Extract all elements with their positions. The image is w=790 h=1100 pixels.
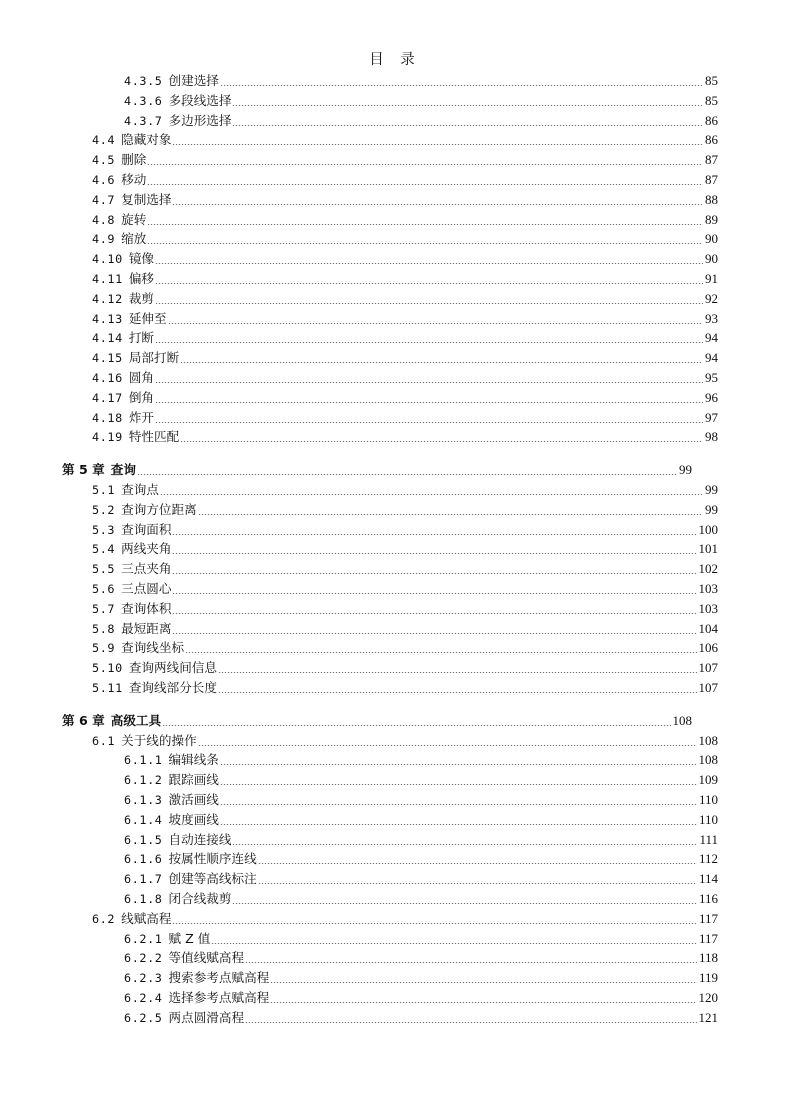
toc-entry-title: 关于线的操作	[121, 733, 197, 748]
toc-page-number: 99	[705, 482, 718, 497]
toc-entry-title: 创建等高线标注	[168, 871, 257, 886]
toc-page-number: 100	[698, 522, 718, 537]
toc-entry-number: 6.1.5	[124, 833, 163, 847]
toc-page-number: 121	[698, 1010, 718, 1025]
toc-page-number: 107	[698, 660, 718, 675]
toc-subsection-entry	[124, 109, 718, 129]
toc-dot-leader	[220, 764, 697, 765]
toc-dot-leader	[218, 692, 697, 693]
toc-entry-title: 两点圆滑高程	[168, 1010, 245, 1025]
toc-page-number: 85	[705, 73, 718, 88]
toc-page-number: 88	[705, 192, 718, 207]
toc-page-number: 102	[698, 561, 718, 576]
toc-entry-number: 4.5	[92, 153, 116, 167]
toc-entry-title: 查询线坐标	[121, 640, 185, 655]
toc-dot-leader	[245, 1022, 696, 1023]
toc-section-entry	[92, 267, 718, 287]
toc-section-entry	[92, 227, 718, 247]
toc-entry-number: 6.2.3	[124, 971, 163, 985]
toc-entry-title: 线赋高程	[121, 911, 172, 926]
toc-entry-title: 打断	[128, 330, 154, 345]
toc-entry-title: 多边形选择	[168, 113, 232, 128]
toc-entry-number: 4.14	[92, 331, 123, 345]
toc-dot-leader	[172, 593, 696, 594]
toc-entry-number: 6.1.1	[124, 753, 163, 767]
toc-entry-title: 查询线部分长度	[128, 680, 217, 695]
toc-entry-title: 查询体积	[121, 601, 172, 616]
toc-entry-number: 4.4	[92, 133, 116, 147]
toc-entry-title: 移动	[121, 172, 147, 187]
toc-section-entry	[92, 307, 718, 327]
toc-dot-leader	[172, 573, 696, 574]
toc-dot-leader	[198, 514, 703, 515]
toc-dot-leader	[180, 362, 703, 363]
toc-entry-number: 6.1.6	[124, 852, 163, 866]
toc-page-number: 92	[705, 291, 718, 306]
toc-entry-title: 三点圆心	[121, 581, 172, 596]
toc-entry-title: 查询两线间信息	[128, 660, 217, 675]
toc-section-entry	[92, 617, 718, 637]
toc-page-number: 120	[698, 990, 718, 1005]
toc-entry-title: 自动连接线	[168, 832, 232, 847]
toc-subsection-entry	[124, 748, 718, 768]
toc-section-entry	[92, 537, 718, 557]
toc-entry-title: 旋转	[121, 212, 147, 227]
toc-entry-title: 多段线选择	[168, 93, 232, 108]
toc-subsection-entry	[124, 867, 718, 887]
toc-dot-leader	[172, 633, 696, 634]
toc-dot-leader	[172, 204, 703, 205]
toc-page-number: 91	[705, 271, 718, 286]
toc-entry-title: 局部打断	[128, 350, 180, 365]
toc-dot-leader	[218, 672, 697, 673]
toc-entry-number: 5.6	[92, 582, 116, 596]
toc-dot-leader	[147, 184, 703, 185]
toc-dot-leader	[155, 283, 703, 284]
toc-page-number: 98	[705, 429, 718, 444]
toc-section-entry	[92, 676, 718, 696]
toc-subsection-entry	[124, 828, 718, 848]
toc-entry-title: 倒角	[128, 390, 154, 405]
toc-entry-title: 隐藏对象	[121, 132, 172, 147]
toc-entry-number: 4.18	[92, 411, 123, 425]
toc-entry-title: 查询方位距离	[121, 502, 197, 517]
toc-page-number: 86	[705, 113, 718, 128]
toc-entry-number: 第 6 章	[62, 713, 105, 728]
toc-section-entry	[92, 326, 718, 346]
toc-section-entry	[92, 168, 718, 188]
toc-subsection-entry	[124, 69, 718, 89]
toc-dot-leader	[198, 745, 697, 746]
toc-entry-number: 6.2.1	[124, 932, 163, 946]
toc-entry-number: 4.3.5	[124, 74, 163, 88]
toc-dot-leader	[155, 342, 703, 343]
toc-entry-title: 高级工具	[110, 713, 162, 728]
toc-page-number: 118	[698, 950, 718, 965]
toc-entry-number: 5.11	[92, 681, 123, 695]
toc-dot-leader	[172, 534, 696, 535]
toc-section-entry	[92, 478, 718, 498]
toc-entry-number: 6.1.3	[124, 793, 163, 807]
toc-subsection-entry	[124, 986, 718, 1006]
toc-entry-title: 查询面积	[121, 522, 172, 537]
toc-page-number: 108	[698, 733, 718, 748]
toc-subsection-entry	[124, 927, 718, 947]
toc-entry-title: 坡度画线	[168, 812, 219, 827]
toc-entry-title: 选择参考点赋高程	[168, 990, 270, 1005]
toc-entry-number: 6.1.7	[124, 872, 163, 886]
toc-page-number: 94	[705, 330, 718, 345]
toc-entry-number: 4.3.6	[124, 94, 163, 108]
toc-dot-leader	[147, 224, 703, 225]
toc-entry-number: 6.2.2	[124, 951, 163, 965]
toc-dot-leader	[147, 164, 703, 165]
toc-entry-number: 6.2.4	[124, 991, 163, 1005]
toc-entry-title: 两线夹角	[121, 541, 172, 556]
toc-entry-number: 5.9	[92, 641, 116, 655]
toc-entry-title: 偏移	[128, 271, 154, 286]
toc-section-entry	[92, 346, 718, 366]
toc-chapter-entry	[62, 458, 692, 478]
toc-page-number: 119	[698, 970, 718, 985]
toc-dot-leader	[162, 725, 670, 726]
toc-page-number: 110	[698, 792, 718, 807]
toc-section-entry	[92, 907, 718, 927]
toc-dot-leader	[160, 494, 703, 495]
toc-page-number: 117	[698, 931, 718, 946]
toc-dot-leader	[155, 263, 703, 264]
toc-entry-number: 6.2.5	[124, 1011, 163, 1025]
toc-entry-number: 4.16	[92, 371, 123, 385]
toc-dot-leader	[220, 85, 703, 86]
toc-page-number: 106	[698, 640, 718, 655]
toc-dot-leader	[172, 613, 696, 614]
toc-section-entry	[92, 287, 718, 307]
toc-dot-leader	[172, 923, 696, 924]
toc-entry-title: 闭合线裁剪	[168, 891, 232, 906]
toc-page-number: 117	[698, 911, 718, 926]
toc-page-number: 107	[698, 680, 718, 695]
toc-section-entry	[92, 148, 718, 168]
toc-page-number: 87	[705, 152, 718, 167]
toc-entry-title: 查询	[110, 462, 136, 477]
toc-entry-title: 特性匹配	[128, 429, 180, 444]
toc-page-number: 114	[698, 871, 718, 886]
toc-page-number: 110	[698, 812, 718, 827]
toc-page-number: 89	[705, 212, 718, 227]
toc-entry-number: 6.2	[92, 912, 116, 926]
toc-entry-number: 4.19	[92, 430, 123, 444]
toc-dot-leader	[172, 553, 696, 554]
toc-entry-number: 4.9	[92, 232, 116, 246]
toc-entry-title: 延伸至	[128, 311, 167, 326]
toc-section-entry	[92, 577, 718, 597]
toc-section-entry	[92, 729, 718, 749]
toc-dot-leader	[220, 804, 697, 805]
toc-entry-number: 5.7	[92, 602, 116, 616]
toc-dot-leader	[155, 422, 703, 423]
toc-section-entry	[92, 425, 718, 445]
toc-entry-title: 裁剪	[128, 291, 154, 306]
toc-entry-title: 等值线赋高程	[168, 950, 245, 965]
toc-subsection-entry	[124, 946, 718, 966]
toc-dot-leader	[137, 474, 677, 475]
toc-dot-leader	[172, 144, 703, 145]
toc-dot-leader	[155, 303, 703, 304]
toc-entry-title: 激活画线	[168, 792, 219, 807]
toc-dot-leader	[147, 243, 703, 244]
toc-page-number: 108	[698, 752, 718, 767]
toc-page-number: 90	[705, 231, 718, 246]
toc-entry-number: 4.3.7	[124, 114, 163, 128]
toc-section-entry	[92, 188, 718, 208]
toc-section-entry	[92, 518, 718, 538]
toc-page-number: 104	[698, 621, 718, 636]
toc-dot-leader	[232, 125, 703, 126]
toc-page-number: 99	[679, 462, 692, 477]
toc-entry-title: 最短距离	[121, 621, 172, 636]
toc-entry-title: 赋 Z 值	[168, 931, 211, 946]
toc-entry-number: 4.6	[92, 173, 116, 187]
toc-entry-number: 5.8	[92, 622, 116, 636]
toc-section-entry	[92, 366, 718, 386]
toc-section-entry	[92, 386, 718, 406]
toc-entry-title: 按属性顺序连线	[168, 851, 257, 866]
toc-entry-title: 缩放	[121, 231, 147, 246]
toc-subsection-entry	[124, 788, 718, 808]
toc-dot-leader	[232, 903, 696, 904]
toc-page-number: 99	[705, 502, 718, 517]
toc-dot-leader	[258, 883, 697, 884]
toc-entry-number: 6.1	[92, 734, 116, 748]
toc-section-entry	[92, 208, 718, 228]
toc-page-number: 109	[698, 772, 718, 787]
toc-subsection-entry	[124, 768, 718, 788]
toc-entry-number: 4.13	[92, 312, 123, 326]
toc-dot-leader	[245, 962, 697, 963]
toc-page-number: 111	[699, 832, 718, 847]
toc-entry-number: 4.17	[92, 391, 123, 405]
toc-entry-number: 6.1.8	[124, 892, 163, 906]
toc-entry-title: 跟踪画线	[168, 772, 219, 787]
toc-entry-number: 4.11	[92, 272, 123, 286]
toc-dot-leader	[211, 943, 697, 944]
toc-dot-leader	[155, 402, 703, 403]
toc-dot-leader	[270, 982, 697, 983]
toc-page-number: 96	[705, 390, 718, 405]
toc-entry-title: 圆角	[128, 370, 154, 385]
toc-page-number: 112	[698, 851, 718, 866]
toc-page-number: 93	[705, 311, 718, 326]
toc-section-entry	[92, 247, 718, 267]
toc-section-entry	[92, 498, 718, 518]
toc-page-number: 90	[705, 251, 718, 266]
toc-dot-leader	[185, 652, 696, 653]
toc-section-entry	[92, 406, 718, 426]
toc-subsection-entry	[124, 808, 718, 828]
toc-entry-number: 5.1	[92, 483, 116, 497]
toc-entry-number: 5.2	[92, 503, 116, 517]
toc-page-number: 103	[698, 601, 718, 616]
toc-dot-leader	[270, 1002, 696, 1003]
toc-entry-title: 查询点	[121, 482, 159, 497]
toc-page-number: 87	[705, 172, 718, 187]
toc-entry-number: 5.3	[92, 523, 116, 537]
toc-entry-number: 6.1.4	[124, 813, 163, 827]
toc-page-number: 85	[705, 93, 718, 108]
toc-section-entry	[92, 597, 718, 617]
toc-section-entry	[92, 557, 718, 577]
toc-page-number: 101	[698, 541, 718, 556]
toc-subsection-entry	[124, 847, 718, 867]
toc-entry-title: 创建选择	[168, 73, 219, 88]
toc-entry-title: 三点夹角	[121, 561, 172, 576]
toc-subsection-entry	[124, 89, 718, 109]
toc-entry-number: 4.8	[92, 213, 116, 227]
toc-subsection-entry	[124, 887, 718, 907]
toc-page-number: 108	[672, 713, 692, 728]
toc-page-number: 95	[705, 370, 718, 385]
toc-entry-number: 第 5 章	[62, 462, 105, 477]
toc-entry-title: 编辑线条	[168, 752, 219, 767]
toc-title: 目 录	[369, 52, 421, 68]
toc-dot-leader	[258, 863, 697, 864]
toc-section-entry	[92, 636, 718, 656]
toc-entry-number: 5.5	[92, 562, 116, 576]
toc-page-number: 116	[698, 891, 718, 906]
toc-entry-number: 4.12	[92, 292, 123, 306]
toc-entry-title: 镜像	[128, 251, 154, 266]
toc-dot-leader	[155, 382, 703, 383]
toc-dot-leader	[220, 784, 697, 785]
toc-entry-number: 6.1.2	[124, 773, 163, 787]
toc-subsection-entry	[124, 1006, 718, 1026]
toc-dot-leader	[232, 105, 703, 106]
toc-entry-number: 4.10	[92, 252, 123, 266]
toc-entry-number: 5.10	[92, 661, 123, 675]
toc-page-number: 86	[705, 132, 718, 147]
toc-entry-title: 复制选择	[121, 192, 172, 207]
toc-entry-title: 炸开	[128, 410, 154, 425]
toc-entry-number: 5.4	[92, 542, 116, 556]
toc-chapter-entry	[62, 709, 692, 729]
toc-dot-leader	[232, 844, 697, 845]
toc-section-entry	[92, 656, 718, 676]
toc-dot-leader	[168, 323, 703, 324]
toc-dot-leader	[180, 441, 703, 442]
toc-dot-leader	[220, 824, 697, 825]
toc-page-number: 97	[705, 410, 718, 425]
toc-entry-number: 4.15	[92, 351, 123, 365]
toc-entry-number: 4.7	[92, 193, 116, 207]
toc-section-entry	[92, 128, 718, 148]
toc-page-number: 94	[705, 350, 718, 365]
toc-entry-title: 删除	[121, 152, 147, 167]
toc-subsection-entry	[124, 966, 718, 986]
toc-page-number: 103	[698, 581, 718, 596]
toc-entry-title: 搜索参考点赋高程	[168, 970, 270, 985]
